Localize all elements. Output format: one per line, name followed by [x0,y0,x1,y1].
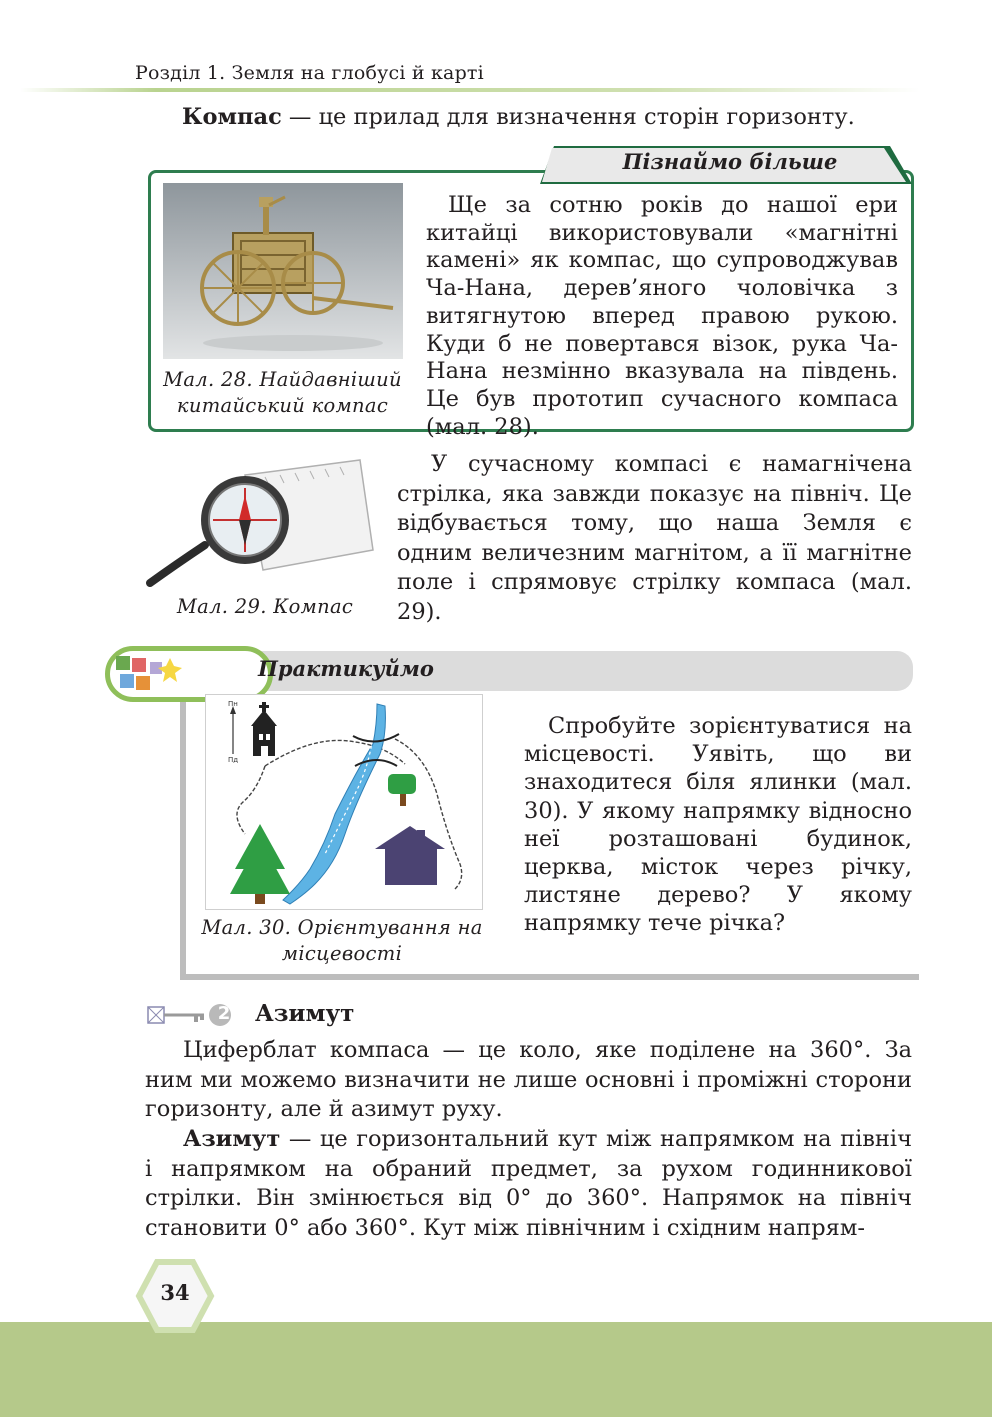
ancient-compass-image [163,183,403,359]
practice-title: Практикуймо [258,656,434,681]
section-title: Азимут [255,1000,355,1027]
learn-more-title: Пізнаймо більше [622,149,838,174]
fig29-caption: Мал. 29. Компас [176,595,354,618]
puzzle-icon [112,652,182,696]
map-south-label: Пд [228,756,239,764]
section-paragraph-1: Циферблат компаса — це коло, яке поділене на 360°. За ним ми можемо визначити не лише основні і проміжні сторони горизонту, але й азимут руху. [145,1037,912,1122]
fig30-caption: Мал. 30. Орієнтування на місцевості [201,916,483,965]
section-number: 2 [217,1003,231,1024]
map-north-label: Пн [228,700,238,708]
intro-term: Компас [182,104,282,130]
header-rule [20,88,920,92]
page-number: 34 [160,1280,190,1305]
section-paragraph-2 [145,1125,912,1243]
modern-compass-text: У сучасному компасі є намагнічена стрілка, яка завжди показує на північ. Це відбувається тому, що наша Земля є одним величезним магнітом, а її магнітне поле і спрямовує стрілку компаса (мал. 29). [397,451,912,625]
intro-text: — це прилад для визначення сторін горизонту. [281,104,855,130]
fig28-caption: Мал. 28. Найдавніший китайський компас [163,368,402,417]
intro-definition [182,103,902,133]
azimuth-term: Азимут [183,1126,281,1152]
modern-compass-image [145,455,377,590]
learn-more-text: Ще за сотню років до нашої ери китайці використовували «магнітні камені» як компас, що супроводжував Ча-Нана, дерев’яного чоловічка з витягнутою вперед правою рукою. Куди б не повертався візок, рука Ча-Нана незмінно вказувала на південь. Це був прототип сучасного компаса (мал. 28). [426,192,898,440]
footer-band [0,1322,992,1417]
orientation-map [205,694,483,910]
azimuth-definition: — це горизонтальний кут між напрямком на північ і напрямком на обраний предмет, за рухом годинникової стрілки. Він змінюється від 0° до 360°. Напрямок на північ становити 0° або 360°. Кут між північним і східним напрям- [145,1126,912,1241]
running-head: Розділ 1. Земля на глобусі й карті [135,62,484,84]
practice-text: Спробуйте зорієнтуватися на місцевості. Уявіть, що ви знаходитеся біля ялинки (мал. 30). У якому напрямку відносно неї розташовані будинок, церква, місток через річку, листяне дерево? У якому напрямку тече річка? [524,713,912,937]
